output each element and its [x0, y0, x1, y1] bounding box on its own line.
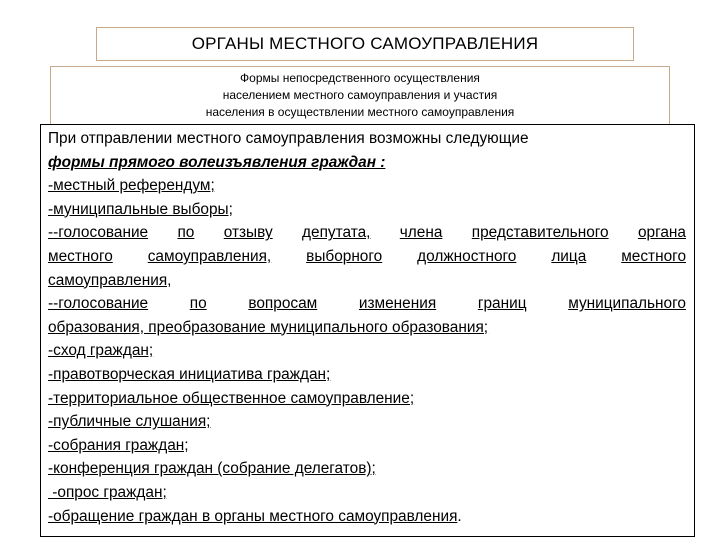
word: --голосование: [48, 295, 149, 313]
list-item-end: .: [457, 507, 462, 525]
word: члена: [399, 224, 443, 242]
list-heading: формы прямого волеизъявления граждан :: [48, 153, 386, 171]
word: должностного: [417, 247, 517, 265]
list-item: -сход граждан;: [48, 342, 154, 360]
word: лица: [551, 247, 587, 265]
list-item: -опрос граждан;: [48, 483, 167, 501]
list-item: -правотворческая инициатива граждан;: [48, 365, 331, 383]
list-item-recall-line1: [48, 221, 686, 245]
word: по: [177, 224, 195, 242]
page-title: ОРГАНЫ МЕСТНОГО САМОУПРАВЛЕНИЯ: [96, 27, 634, 61]
word: депутата,: [302, 224, 371, 242]
word: местного: [48, 247, 113, 265]
list-item-recall-line2: [48, 245, 686, 269]
word: муниципального: [568, 295, 686, 313]
forms-list-box: [40, 124, 695, 537]
subtitle-box: [50, 66, 670, 126]
list-item: -конференция граждан (собрание делегатов);: [48, 460, 376, 478]
list-item: -местный референдум;: [48, 177, 215, 195]
word: отзыву: [223, 224, 273, 242]
list-item: -публичные слушания;: [48, 413, 211, 431]
list-item-recall-line3: самоуправления,: [48, 271, 172, 289]
list-item: -территориальное общественное самоуправление;: [48, 389, 415, 407]
word: вопросам: [248, 295, 318, 313]
word: самоуправления,: [147, 247, 272, 265]
list-item: -обращение граждан в органы местного самоуправления: [48, 507, 458, 525]
word: границ: [477, 295, 527, 313]
word: выборного: [306, 247, 383, 265]
word: органа: [637, 224, 686, 242]
word: представительного: [471, 224, 609, 242]
list-item: -собрания граждан;: [48, 436, 189, 454]
subtitle-line: населением местного самоуправления и участия: [222, 88, 498, 102]
word: --голосование: [48, 224, 149, 242]
list-item-borders-line2: образования, преобразование муниципального образования;: [48, 318, 489, 336]
intro-text: При отправлении местного самоуправления возможны следующие: [48, 130, 529, 147]
word: изменения: [358, 295, 437, 313]
list-item: -муниципальные выборы;: [48, 200, 233, 218]
list-item-borders-line1: [48, 292, 686, 316]
word: по: [189, 295, 207, 313]
subtitle-line: Формы непосредственного осуществления: [240, 71, 480, 85]
subtitle-line: населения в осуществлении местного самоуправления: [205, 105, 515, 119]
word: местного: [621, 247, 686, 265]
